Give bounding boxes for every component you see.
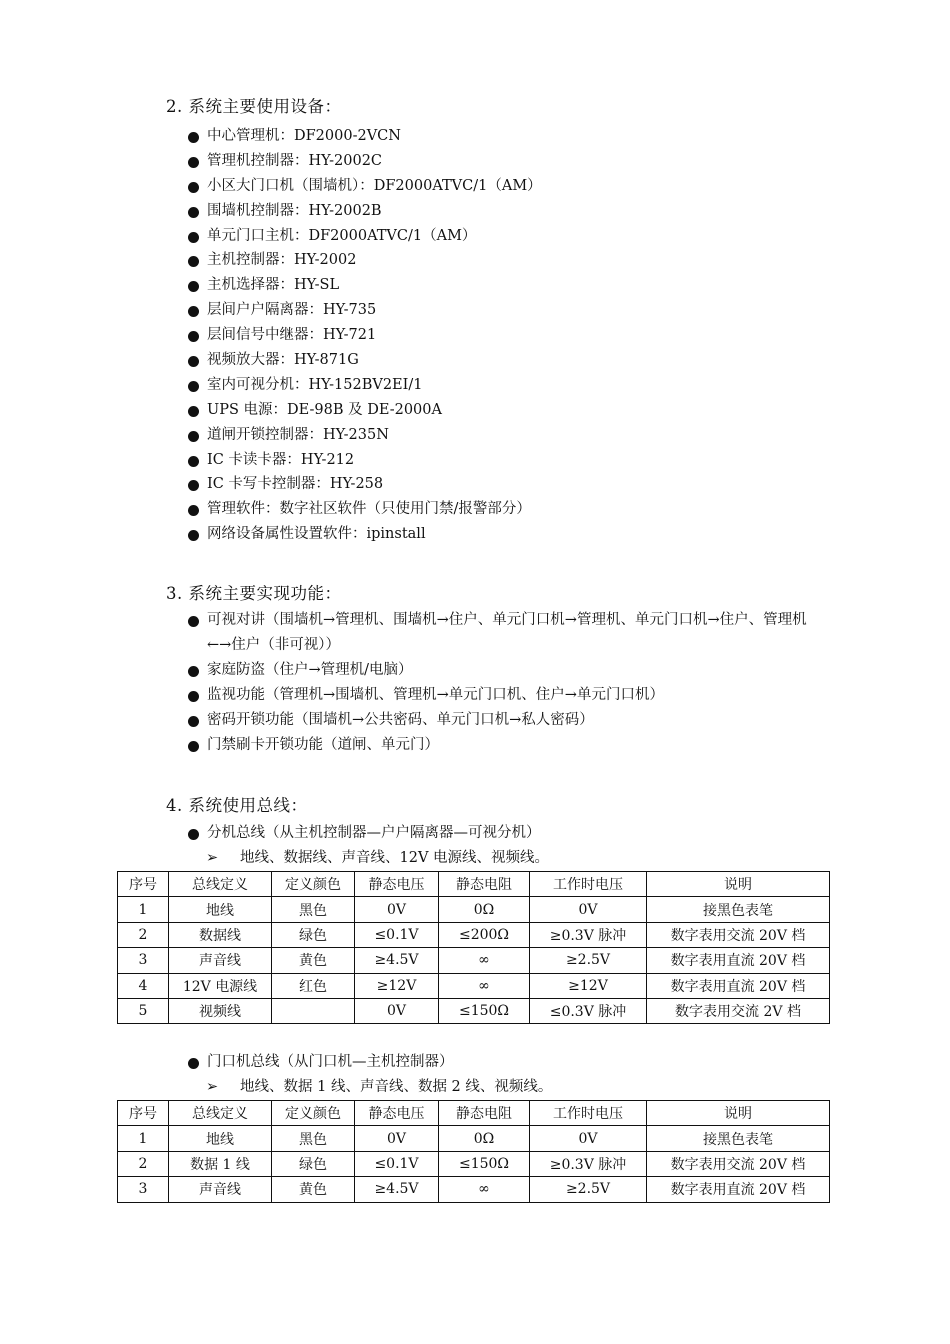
bullet-icon	[188, 829, 199, 840]
table-cell: 0V	[355, 998, 439, 1023]
bullet-icon	[188, 182, 199, 193]
list-item: 小区大门口机（围墙机）：DF2000ATVC/1（AM）	[188, 174, 542, 199]
bullet-icon	[188, 132, 199, 143]
arrow-bullet-icon: ➢	[206, 850, 219, 866]
table-cell: 0V	[355, 1126, 439, 1151]
list-item: 单元门口主机：DF2000ATVC/1（AM）	[188, 224, 542, 249]
table-cell: ≤0.3V 脉冲	[530, 998, 647, 1023]
bullet-icon	[188, 232, 199, 243]
table-cell: ≥4.5V	[355, 948, 439, 973]
list-item: 管理机控制器：HY-2002C	[188, 149, 542, 174]
table-header: 静态电压	[355, 872, 439, 897]
table-cell: 0Ω	[439, 897, 530, 922]
table-cell: 数字表用交流 20V 档	[647, 922, 830, 947]
table-cell: ≥12V	[530, 973, 647, 998]
table-cell: 5	[118, 998, 169, 1023]
table-cell: 黄色	[272, 948, 355, 973]
table-cell: ≥4.5V	[355, 1177, 439, 1202]
table-header: 静态电压	[355, 1101, 439, 1126]
table-row	[118, 1126, 830, 1151]
list-item: 道闸开锁控制器：HY-235N	[188, 423, 542, 448]
table-row	[118, 973, 830, 998]
table-cell: 12V 电源线	[169, 973, 272, 998]
section-3-heading: 3. 系统主要实现功能：	[166, 584, 342, 603]
list-item: 密码开锁功能（围墙机→公共密码、单元门口机→私人密码）	[188, 708, 817, 733]
table-cell: ∞	[439, 973, 530, 998]
table-cell: ≥12V	[355, 973, 439, 998]
bullet-icon	[188, 505, 199, 516]
bullet-icon	[188, 716, 199, 727]
table-cell: 黑色	[272, 897, 355, 922]
table-cell: 地线	[169, 1126, 272, 1151]
table-header: 总线定义	[169, 1101, 272, 1126]
table-header-row	[118, 1101, 830, 1126]
table-cell: ≥2.5V	[530, 948, 647, 973]
table-cell: 数字表用直流 20V 档	[647, 1177, 830, 1202]
equipment-list	[188, 124, 542, 547]
table-header: 工作时电压	[530, 1101, 647, 1126]
table-cell: ≤0.1V	[355, 922, 439, 947]
bullet-icon	[188, 480, 199, 491]
table-cell: 接黑色表笔	[647, 1126, 830, 1151]
table-cell: 黑色	[272, 1126, 355, 1151]
list-item: 层间信号中继器：HY-721	[188, 323, 542, 348]
table-cell: ≥0.3V 脉冲	[530, 1151, 647, 1176]
table-cell: ≤150Ω	[439, 998, 530, 1023]
table-cell: 0V	[355, 897, 439, 922]
bullet-icon	[188, 306, 199, 317]
bullet-icon	[188, 281, 199, 292]
bullet-icon	[188, 1058, 199, 1069]
table-header: 静态电阻	[439, 1101, 530, 1126]
bus2-table	[117, 1100, 830, 1203]
list-item: IC 卡写卡控制器：HY-258	[188, 472, 542, 497]
list-item: 网络设备属性设置软件：ipinstall	[188, 522, 542, 547]
table-cell: 数字表用直流 20V 档	[647, 973, 830, 998]
table-row	[118, 1151, 830, 1176]
list-item: 监视功能（管理机→围墙机、管理机→单元门口机、住户→单元门口机）	[188, 683, 817, 708]
table-header: 序号	[118, 1101, 169, 1126]
table-cell: ∞	[439, 1177, 530, 1202]
list-item: 视频放大器：HY-871G	[188, 348, 542, 373]
table-cell: 地线	[169, 897, 272, 922]
bullet-icon	[188, 616, 199, 627]
arrow-bullet-icon: ➢	[206, 1079, 219, 1095]
table-cell: 0Ω	[439, 1126, 530, 1151]
section-4-heading: 4. 系统使用总线：	[166, 796, 308, 815]
table-row	[118, 948, 830, 973]
bus2-subtitle: ➢ 地线、数据 1 线、声音线、数据 2 线、视频线。	[206, 1079, 553, 1095]
bus1-subtitle: ➢ 地线、数据线、声音线、12V 电源线、视频线。	[206, 850, 550, 866]
table-cell: 数字表用直流 20V 档	[647, 948, 830, 973]
list-item: 家庭防盗（住户→管理机/电脑）	[188, 658, 817, 683]
table-cell: ≥2.5V	[530, 1177, 647, 1202]
list-item: 层间户户隔离器：HY-735	[188, 298, 542, 323]
bus1-table	[117, 871, 830, 1024]
bullet-icon	[188, 691, 199, 702]
table-header: 定义颜色	[272, 872, 355, 897]
table-cell: 1	[118, 1126, 169, 1151]
bullet-icon	[188, 256, 199, 267]
bus1-list	[188, 821, 541, 846]
table-cell: 黄色	[272, 1177, 355, 1202]
bullet-icon	[188, 381, 199, 392]
table-cell: ∞	[439, 948, 530, 973]
table-cell: 0V	[530, 1126, 647, 1151]
table-cell: 3	[118, 948, 169, 973]
list-item: UPS 电源：DE-98B 及 DE-2000A	[188, 398, 542, 423]
list-item: 中心管理机：DF2000-2VCN	[188, 124, 542, 149]
bullet-icon	[188, 530, 199, 541]
table-cell: 声音线	[169, 1177, 272, 1202]
list-item: 主机控制器：HY-2002	[188, 248, 542, 273]
table-cell: 3	[118, 1177, 169, 1202]
table-row	[118, 897, 830, 922]
table-cell: 0V	[530, 897, 647, 922]
bullet-icon	[188, 666, 199, 677]
bus1-title: 分机总线（从主机控制器—户户隔离器—可视分机）	[188, 821, 541, 846]
bullet-icon	[188, 331, 199, 342]
table-cell	[272, 998, 355, 1023]
bullet-icon	[188, 741, 199, 752]
table-cell: 绿色	[272, 922, 355, 947]
list-item: 管理软件：数字社区软件（只使用门禁/报警部分）	[188, 497, 542, 522]
table-header: 静态电阻	[439, 872, 530, 897]
table-cell: 2	[118, 1151, 169, 1176]
table-header-row	[118, 872, 830, 897]
function-list	[188, 608, 817, 758]
bullet-icon	[188, 456, 199, 467]
table-cell: 数字表用交流 2V 档	[647, 998, 830, 1023]
bullet-icon	[188, 356, 199, 367]
table-header: 序号	[118, 872, 169, 897]
table-cell: 数据 1 线	[169, 1151, 272, 1176]
table-row	[118, 998, 830, 1023]
list-item: 可视对讲（围墙机→管理机、围墙机→住户、单元门口机→管理机、单元门口机→住户、管理机←→住户（非可视））	[188, 608, 817, 658]
table-header: 定义颜色	[272, 1101, 355, 1126]
table-cell: 4	[118, 973, 169, 998]
list-item: 主机选择器：HY-SL	[188, 273, 542, 298]
bus2-list	[188, 1050, 454, 1075]
table-cell: ≥0.3V 脉冲	[530, 922, 647, 947]
table-header: 说明	[647, 1101, 830, 1126]
table-cell: 视频线	[169, 998, 272, 1023]
table-cell: 绿色	[272, 1151, 355, 1176]
bullet-icon	[188, 431, 199, 442]
table-cell: 声音线	[169, 948, 272, 973]
bullet-icon	[188, 207, 199, 218]
table-cell: 数据线	[169, 922, 272, 947]
bus2-title: 门口机总线（从门口机—主机控制器）	[188, 1050, 454, 1075]
table-cell: 2	[118, 922, 169, 947]
list-item: 围墙机控制器：HY-2002B	[188, 199, 542, 224]
table-cell: ≤150Ω	[439, 1151, 530, 1176]
section-2-heading: 2. 系统主要使用设备：	[166, 97, 342, 116]
list-item: 门禁刷卡开锁功能（道闸、单元门）	[188, 733, 817, 758]
list-item: 室内可视分机：HY-152BV2EI/1	[188, 373, 542, 398]
table-header: 说明	[647, 872, 830, 897]
table-cell: ≤0.1V	[355, 1151, 439, 1176]
table-header: 工作时电压	[530, 872, 647, 897]
table-row	[118, 1177, 830, 1202]
table-cell: 1	[118, 897, 169, 922]
list-item: IC 卡读卡器：HY-212	[188, 448, 542, 473]
table-cell: 红色	[272, 973, 355, 998]
table-cell: ≤200Ω	[439, 922, 530, 947]
table-row	[118, 922, 830, 947]
table-header: 总线定义	[169, 872, 272, 897]
table-cell: 接黑色表笔	[647, 897, 830, 922]
bullet-icon	[188, 157, 199, 168]
bullet-icon	[188, 406, 199, 417]
table-cell: 数字表用交流 20V 档	[647, 1151, 830, 1176]
